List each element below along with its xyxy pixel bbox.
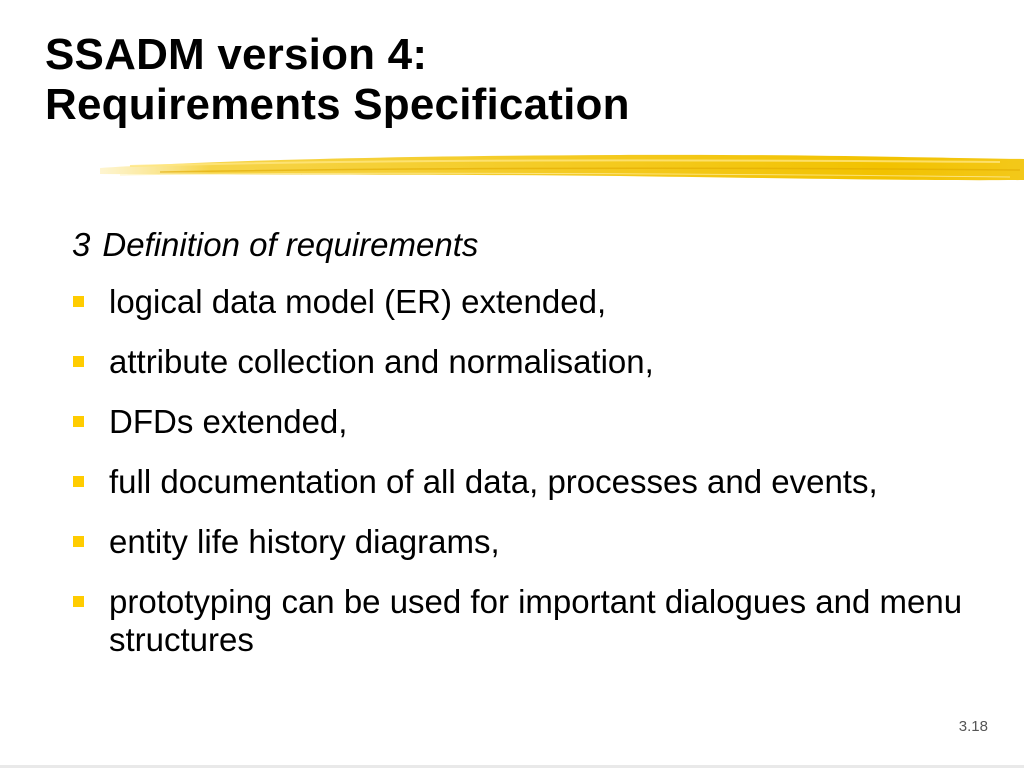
square-bullet-icon [73,416,84,427]
bullet-text: entity life history diagrams, [109,523,500,560]
square-bullet-icon [73,476,84,487]
bullet-text: full documentation of all data, processes and events, [109,463,878,500]
bullet-text: attribute collection and normalisation, [109,343,654,380]
slide-title-line-1: SSADM version 4: [45,30,428,79]
section-number: 3 [72,226,91,263]
bullet-item [72,283,972,321]
bullet-item [72,403,972,441]
bullet-item [72,343,972,381]
section-heading-text: Definition of requirements [102,226,479,263]
slide-title [45,30,630,130]
square-bullet-icon [73,596,84,607]
brush-stroke-divider [100,150,1024,190]
section-heading [72,225,478,265]
slide-title-line-2: Requirements Specification [45,80,630,129]
bullet-list [72,283,972,681]
bullet-text: prototyping can be used for important dialogues and menu structures [109,583,963,658]
bullet-text: DFDs extended, [109,403,348,440]
square-bullet-icon [73,536,84,547]
slide-number: 3.18 [958,718,988,735]
bullet-item [72,463,972,501]
bullet-item [72,523,972,561]
square-bullet-icon [73,296,84,307]
bullet-item [72,583,972,659]
bullet-text: logical data model (ER) extended, [109,283,607,320]
square-bullet-icon [73,356,84,367]
